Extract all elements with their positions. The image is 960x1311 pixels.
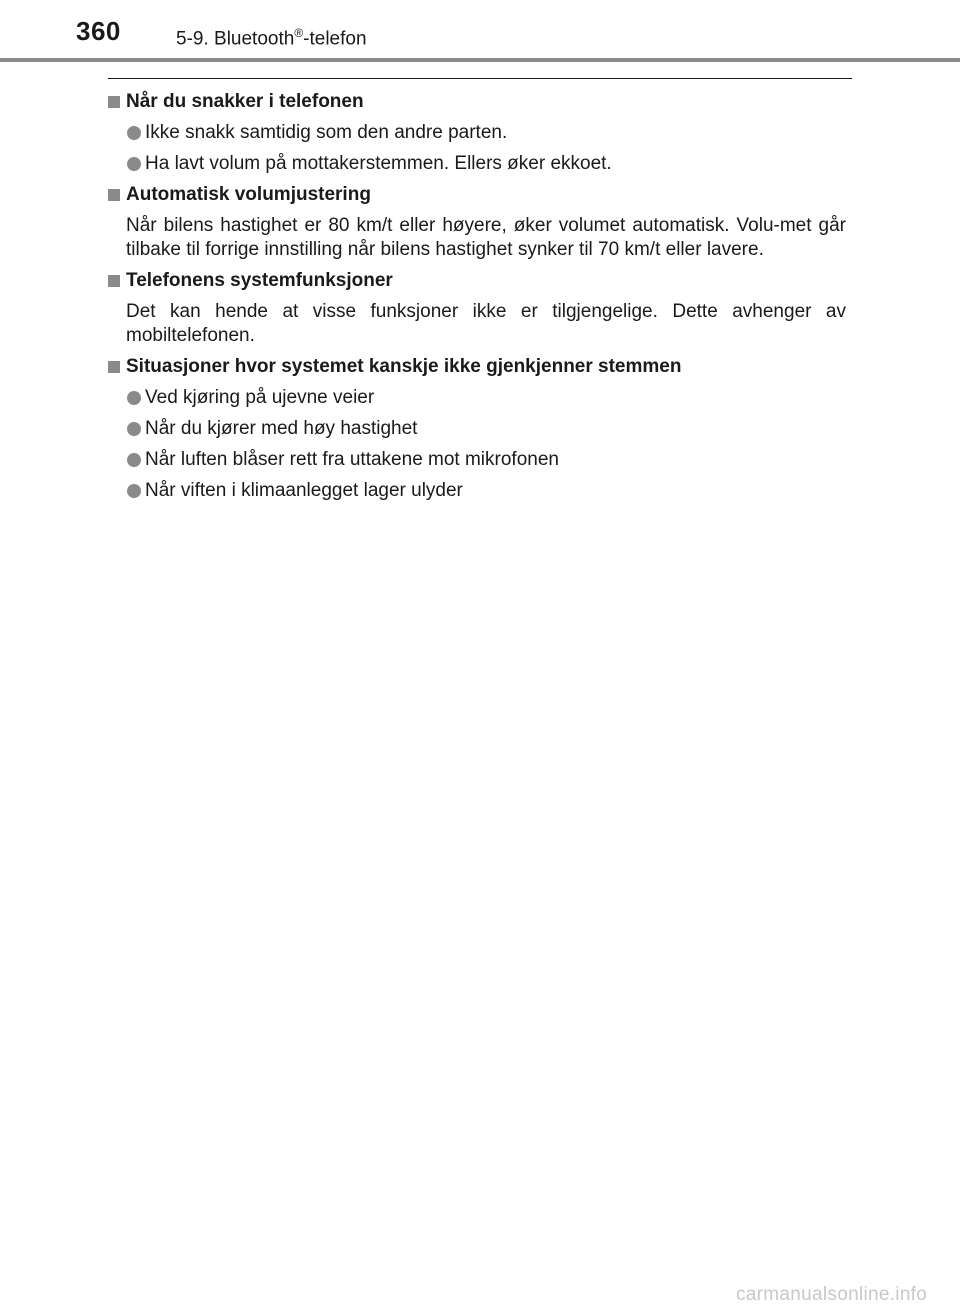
list-item-text: Når du kjører med høy hastighet <box>145 418 418 439</box>
list-item <box>108 121 846 145</box>
registered-mark: ® <box>294 26 304 40</box>
list-item <box>108 479 846 503</box>
list-item <box>108 386 846 410</box>
circle-bullet-icon <box>127 484 141 498</box>
section-title <box>176 26 367 50</box>
circle-bullet-icon <box>127 453 141 467</box>
page-content <box>108 90 846 510</box>
circle-bullet-icon <box>127 157 141 171</box>
list-item <box>108 448 846 472</box>
page-header <box>0 0 960 62</box>
section-heading <box>108 90 846 114</box>
square-bullet-icon <box>108 275 120 287</box>
watermark: carmanualsonline.info <box>736 1284 928 1305</box>
section-title-prefix: 5-9. Bluetooth <box>176 28 295 50</box>
section-paragraph: Det kan hende at visse funksjoner ikke er tilgjengelige. Dette avhenger av mobiltelefonen. <box>126 301 846 346</box>
page-number: 360 <box>76 16 121 46</box>
section-heading-text: Situasjoner hvor systemet kanskje ikke gjenkjenner stemmen <box>126 356 682 377</box>
section-heading <box>108 183 846 207</box>
square-bullet-icon <box>108 189 120 201</box>
section-heading-text: Når du snakker i telefonen <box>126 91 364 112</box>
list-item <box>108 152 846 176</box>
section-title-suffix: -telefon <box>303 28 367 50</box>
list-item-text: Når viften i klimaanlegget lager ulyder <box>145 480 463 501</box>
square-bullet-icon <box>108 96 120 108</box>
section-heading-text: Telefonens systemfunksjoner <box>126 270 393 291</box>
content-divider <box>108 78 852 79</box>
circle-bullet-icon <box>127 126 141 140</box>
section-paragraph: Når bilens hastighet er 80 km/t eller høyere, øker volumet automatisk. Volu-met går tilbake til forrige innstilling når bilens hastighet synker til 70 km/t eller lavere. <box>126 215 846 260</box>
list-item-text: Ved kjøring på ujevne veier <box>145 387 375 408</box>
circle-bullet-icon <box>127 422 141 436</box>
square-bullet-icon <box>108 361 120 373</box>
list-item-text: Ikke snakk samtidig som den andre parten. <box>145 122 508 143</box>
section-heading-text: Automatisk volumjustering <box>126 184 371 205</box>
list-item <box>108 417 846 441</box>
section-heading <box>108 355 846 379</box>
list-item-text: Når luften blåser rett fra uttakene mot mikrofonen <box>145 449 559 470</box>
section-heading <box>108 269 846 293</box>
list-item-text: Ha lavt volum på mottakerstemmen. Ellers øker ekkoet. <box>145 153 612 174</box>
circle-bullet-icon <box>127 391 141 405</box>
header-rule <box>0 58 960 62</box>
